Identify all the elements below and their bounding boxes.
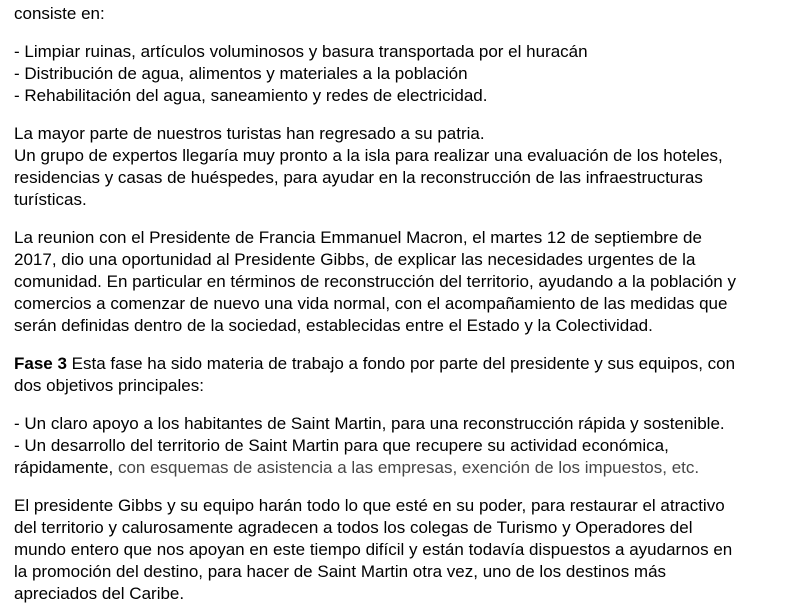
- list-item-line: - Un claro apoyo a los habitantes de Saint Martin, para una reconstrucción rápida y sostenible.: [14, 414, 725, 433]
- paragraph-macron-meeting: [14, 227, 792, 337]
- text-line: turísticas.: [14, 190, 87, 209]
- text-segment: Esta fase ha sido materia de trabajo a fondo por parte del presidente y sus equipos, con: [66, 354, 736, 373]
- text-line: la promoción del destino, para hacer de Saint Martin otra vez, uno de los destinos más: [14, 562, 667, 581]
- text-line: consiste en:: [14, 4, 105, 23]
- text-line: El presidente Gibbs y su equipo harán todo lo que esté en su poder, para restaurar el atractivo: [14, 496, 725, 515]
- text-line: serán definidas dentro de la sociedad, establecidas entre el Estado y la Colectividad.: [14, 316, 653, 335]
- text-segment: rápidamente,: [14, 458, 114, 477]
- text-line: comunidad. En particular en términos de reconstrucción del territorio, ayudando a la población y: [14, 272, 736, 291]
- text-line: apreciados del Caribe.: [14, 584, 185, 603]
- text-line: dos objetivos principales:: [14, 376, 204, 395]
- text-line: mundo entero que nos apoyan en este tiempo difícil y están todavía dispuestos a ayudarnos en: [14, 540, 733, 559]
- list-item-line: - Limpiar ruinas, artículos voluminosos y basura transportada por el huracán: [14, 42, 588, 61]
- text-line: del territorio y calurosamente agradecen a todos los colegas de Turismo y Operadores del: [14, 518, 693, 537]
- paragraph-tourists: [14, 123, 792, 211]
- text-line: La reunion con el Presidente de Francia Emmanuel Macron, el martes 12 de septiembre de: [14, 228, 702, 247]
- paragraph-fase3: [14, 353, 792, 397]
- text-line: [14, 457, 792, 479]
- list-item-line: - Rehabilitación del agua, saneamiento y redes de electricidad.: [14, 86, 488, 105]
- paragraph-intro: [14, 3, 792, 25]
- text-line: 2017, dio una oportunidad al Presidente Gibbs, de explicar las necesidades urgentes de la: [14, 250, 696, 269]
- list-item-line: - Un desarrollo del territorio de Saint Martin para que recupere su actividad económica,: [14, 436, 669, 455]
- text-line: La mayor parte de nuestros turistas han regresado a su patria.: [14, 124, 485, 143]
- list-item-line: - Distribución de agua, alimentos y materiales a la población: [14, 64, 468, 83]
- paragraph-bullet-list-objectives: [14, 413, 792, 479]
- muted-text-segment: con esquemas de asistencia a las empresas, exención de los impuestos, etc.: [113, 458, 700, 477]
- text-line: [14, 353, 792, 375]
- text-line: comercios a comenzar de nuevo una vida normal, con el acompañamiento de las medidas que: [14, 294, 728, 313]
- paragraph-closing: [14, 495, 792, 603]
- text-line: residencias y casas de huéspedes, para ayudar en la reconstrucción de las infraestructuras: [14, 168, 703, 187]
- text-line: Un grupo de expertos llegaría muy pronto a la isla para realizar una evaluación de los hoteles,: [14, 146, 723, 165]
- paragraph-bullet-list-phase2: [14, 41, 792, 107]
- fase3-heading-label: Fase 3: [14, 354, 67, 373]
